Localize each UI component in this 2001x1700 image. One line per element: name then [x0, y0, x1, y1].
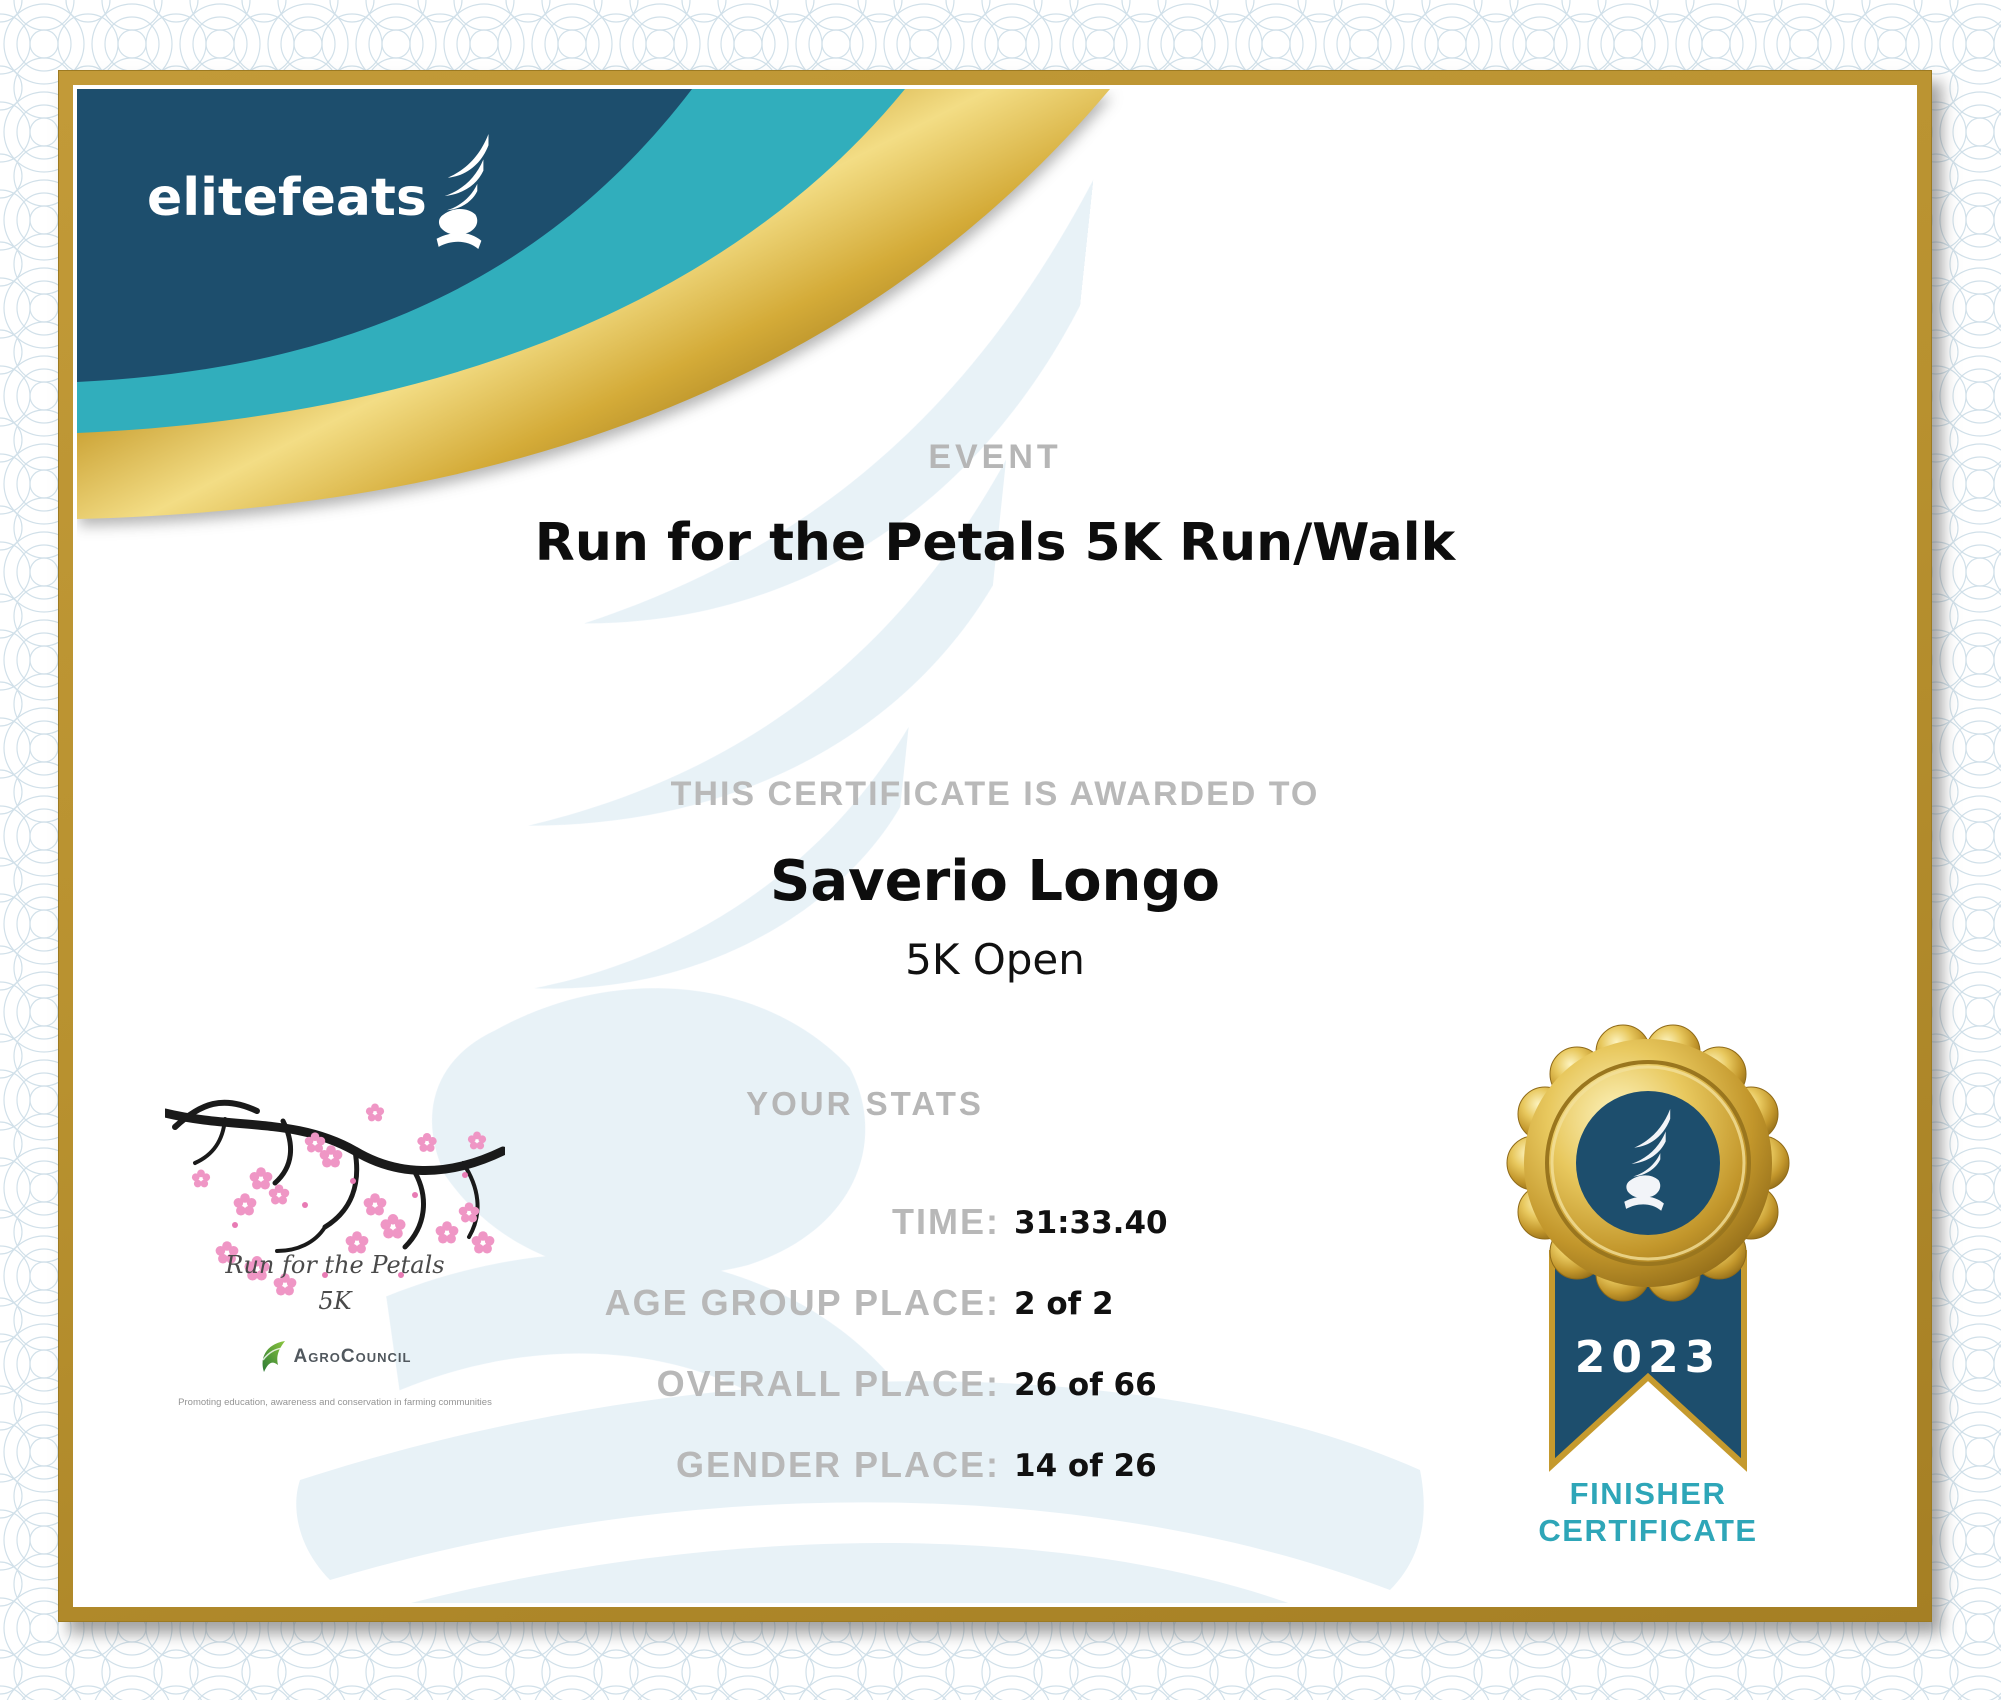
stat-value: 31:33.40 [1014, 1205, 1168, 1241]
stat-label: AGE GROUP PLACE: [604, 1282, 1000, 1323]
agrocouncil-leaf-icon [259, 1340, 287, 1374]
recipient-name: Saverio Longo [770, 849, 1220, 914]
medal-year: 2023 [1574, 1332, 1722, 1383]
stat-label: OVERALL PLACE: [656, 1363, 1000, 1404]
sponsor-tagline: Promoting education, awareness and conservation in farming communities [178, 1397, 492, 1408]
finisher-medal [1488, 1013, 1808, 1513]
sponsor-name-part: OUNCIL [355, 1350, 412, 1365]
certificate-frame [58, 70, 1932, 1622]
sponsor-logo [165, 1340, 505, 1374]
stats-heading: YOUR STATS [746, 1085, 984, 1122]
sponsor-name-part: A [293, 1346, 309, 1367]
winged-foot-icon [429, 134, 491, 252]
medal-center [1576, 1091, 1720, 1235]
finisher-certificate-label [1478, 1475, 1818, 1549]
cherry-branch-illustration [165, 1085, 505, 1315]
stat-label: GENDER PLACE: [675, 1444, 1000, 1485]
certificate-content [77, 89, 1913, 1603]
elitefeats-logo-text: elitefeats [147, 168, 427, 228]
sponsor-name-part: C [340, 1346, 356, 1367]
race-logo-script: Run for the Petals [225, 1251, 445, 1279]
finisher-line2: CERTIFICATE [1538, 1513, 1758, 1548]
division-label: 5K Open [905, 935, 1085, 984]
finisher-line1: FINISHER [1569, 1476, 1727, 1511]
sponsor-name-part: GRO [308, 1350, 341, 1365]
stat-label: TIME: [892, 1201, 1000, 1242]
elitefeats-logo [147, 133, 567, 263]
awarded-label: THIS CERTIFICATE IS AWARDED TO [670, 775, 1320, 813]
event-title: Run for the Petals 5K Run/Walk [534, 513, 1456, 573]
stat-value: 2 of 2 [1014, 1286, 1114, 1322]
certificate [73, 85, 1917, 1607]
sponsor-name [294, 1346, 412, 1368]
event-label: EVENT [928, 438, 1062, 476]
stat-value: 14 of 26 [1014, 1448, 1157, 1484]
race-logo-distance: 5K [318, 1287, 352, 1315]
stat-value: 26 of 66 [1014, 1367, 1157, 1403]
race-logo [165, 1085, 505, 1415]
